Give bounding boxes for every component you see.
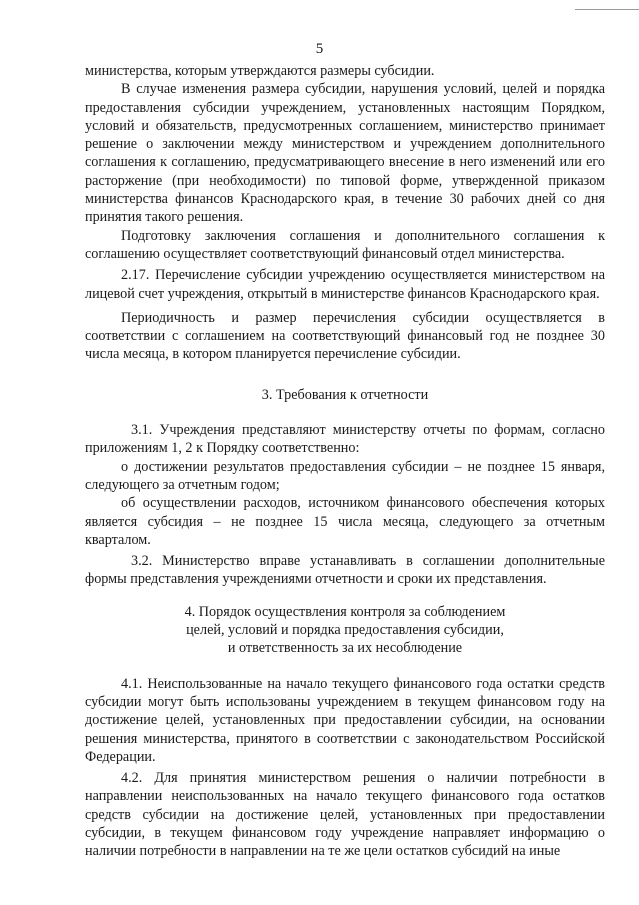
paragraph-transfer-frequency: Периодичность и размер перечисления субсидии осуществляется в соответствии с соглашением на соответствующий финансовый год не позднее 30 числа месяца, в котором планируется перечисление субсидии.	[85, 309, 605, 363]
section-heading-4	[85, 603, 605, 658]
document-body	[85, 62, 605, 861]
paragraph-3-2: 3.2. Министерство вправе устанавливать в соглашении дополнительные формы представления учреждениями отчетности и сроки их представления.	[85, 553, 605, 588]
paragraph-subsidy-change: В случае изменения размера субсидии, нарушения условий, целей и порядка предоставления субсидии учреждением, установленных настоящим Порядком, условий и обязательств, предусмотренных соглашением, министерство принимает решение о заключении между министерством и учреждением дополнительного соглашения к соглашению, предусматривающего внесение в него изменений или его расторжение (при необходимости) по типовой форме, утвержденной приказом министерства финансов Краснодарского края, в течение 30 рабочих дней со дня принятия такого решения.	[85, 81, 605, 226]
paragraph-report-results: о достижении результатов предоставления субсидии – не позднее 15 января, следующего за отчетным годом;	[85, 458, 605, 493]
section-heading-3: 3. Требования к отчетности	[261, 386, 429, 403]
paragraph-report-expenses: об осуществлении расходов, источником финансового обеспечения которых является субсидия – не позднее 15 числа месяца, следующего за отчетным кварталом.	[85, 495, 605, 548]
paragraph-4-2: 4.2. Для принятия министерством решения о наличии потребности в направлении неиспользованных на начало текущего финансового года остатков средств субсидии на достижение целей, установленных при предоставлении субсидии, в текущем финансовом году учреждение направляет информацию о наличии потребности в направлении на те же цели остатков субсидий на иные	[85, 770, 605, 860]
paragraph-continuation: министерства, которым утверждаются размеры субсидии.	[85, 63, 435, 79]
page-number: 5	[315, 41, 324, 57]
paragraph-2-17: 2.17. Перечисление субсидии учреждению осуществляется министерством на лицевой счет учреждения, открытый в министерстве финансов Краснодарского края.	[85, 267, 605, 302]
paragraph-agreement-preparation: Подготовку заключения соглашения и дополнительного соглашения к соглашению осуществляет соответствующий финансовый отдел министерства.	[85, 227, 605, 262]
section-heading-4-line3: и ответственность за их несоблюдение	[227, 640, 463, 657]
section-heading-4-line1: 4. Порядок осуществления контроля за соблюдением	[184, 603, 506, 620]
paragraph-4-1: 4.1. Неиспользованные на начало текущего финансового года остатки средств субсидии могут быть использованы учреждением в текущем финансовом году на достижение целей, установленных при предоставлении субсидии, на основании решения министерства, принятого в соответствии с законодательством Российской Федерации.	[85, 675, 605, 765]
section-heading-4-line2: целей, условий и порядка предоставления субсидии,	[186, 622, 504, 639]
scan-edge-line	[575, 9, 639, 10]
paragraph-3-1: 3.1. Учреждения представляют министерству отчеты по формам, согласно приложениям 1, 2 к Порядку соответственно:	[85, 422, 605, 457]
